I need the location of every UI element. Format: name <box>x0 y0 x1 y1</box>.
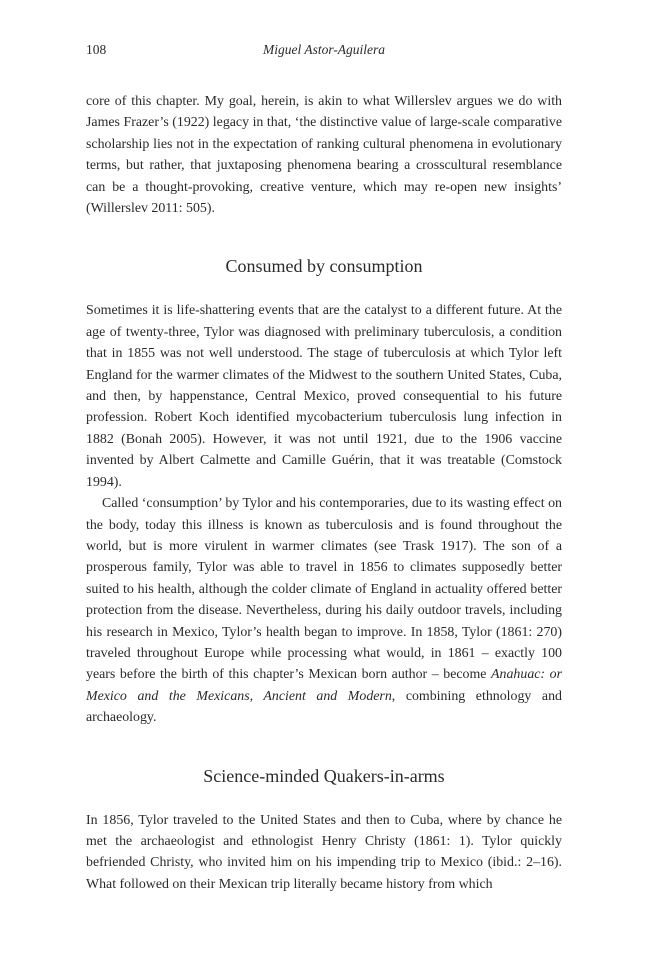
section2-paragraph-1: In 1856, Tylor traveled to the United States and then to Cuba, where by chance he met the archaeologist and ethnologist Henry Christy (1861: 1). Tylor quickly befriended Christy, who invited him on his impending trip to Mexico (ibid.: 2–16). What followed on their Mexican trip literally became history from which <box>86 812 562 892</box>
paragraph-text: , combining ethnology and archaeology. <box>86 688 562 726</box>
section-heading-science-minded-quakers: Science-minded Quakers-in-arms <box>203 765 445 786</box>
section-heading-consumed-by-consumption: Consumed by consumption <box>225 256 423 277</box>
running-title: Miguel Astor-Aguilera <box>262 42 386 57</box>
running-header <box>86 42 562 64</box>
book-page <box>86 42 562 895</box>
paragraph-text: Called ‘consumption’ by Tylor and his contemporaries, due to its wasting effect on the body, today this illness is known as tuberculosis and is found throughout the world, but is more virulent in warmer climates (see Trask 1917). The son of a prosperous family, Tylor was able to travel in 1856 to climates supposedly better suited to his health, although the colder climate of England in actuality offered better protection from the disease. Nevertheless, during his daily outdoor travels, including his research in Mexico, Tylor’s health began to improve. In 1858, Tylor (1861: 270) traveled throughout Europe while processing what would, in 1861 – exactly 100 years before the birth of this chapter’s Mexican born author – become <box>86 496 562 683</box>
section1-paragraph-2 <box>86 493 562 728</box>
book-title: Anahuac: or Mexico and the Mexicans, Ancient and Modern <box>86 667 562 704</box>
section1-paragraph-1: Sometimes it is life-shattering events that are the catalyst to a different future. At the age of twenty-three, Tylor was diagnosed with preliminary tuberculosis, a condition that in 1855 was not well understood. The stage of tuberculosis at which Tylor left England for the warmer climates of the Midwest to the southern United States, Cuba, and then, by happenstance, Central Mexico, proved consequential to his future profession. Robert Koch identified mycobacterium tuberculosis lung infection in 1882 (Bonah 2005). However, it was not until 1921, due to the 1906 vaccine invented by Albert Calmette and Camille Guérin, that it was treatable (Comstock 1994). <box>86 303 562 490</box>
intro-paragraph: core of this chapter. My goal, herein, is akin to what Willerslev argues we do with James Frazer’s (1922) legacy in that, ‘the distinctive value of large-scale comparative scholarship lies not in the expectation of ranking cultural phenomena in evolutionary terms, but rather, that juxtaposing phenomena bearing a crosscultural resemblance can be a thought-provoking, creative venture, which may re-open new insights’ (Willerslev 2011: 505). <box>86 94 562 217</box>
page-number: 108 <box>86 42 107 57</box>
